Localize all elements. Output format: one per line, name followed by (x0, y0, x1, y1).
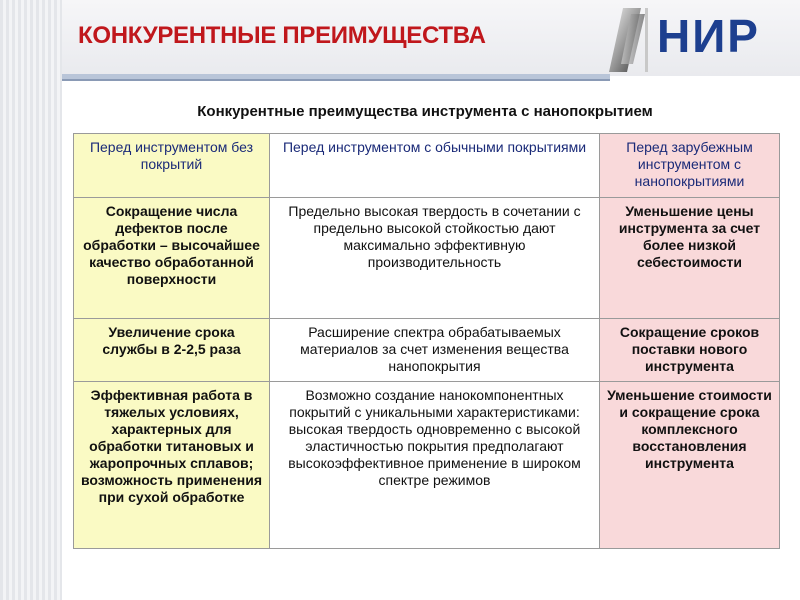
table-cell: Эффективная работа в тяжелых условиях, характерных для обработки титановых и жаропрочных сплавов; возможность применения при сухой обработке (74, 382, 270, 549)
table-row (74, 319, 780, 382)
table-cell: Предельно высокая твердость в сочетании с предельно высокой стойкостью дают максимально эффективную производительность (270, 198, 600, 319)
table-cell: Сокращение числа дефектов после обработки – высочайшее качество обработанной поверхности (74, 198, 270, 319)
table-cell: Возможно создание нанокомпонентных покрытий с уникальными характеристиками: высокая твердость одновременно с высокой эластичностью покрытия предполагают высокоэффективное применение в широком спектре режимов (270, 382, 600, 549)
table-cell: Увеличение срока службы в 2-2,5 раза (74, 319, 270, 382)
table-cell: Сокращение сроков поставки нового инструмента (600, 319, 780, 382)
table-row (74, 198, 780, 319)
header-cell-regular-coating: Перед инструментом с обычными покрытиями (270, 134, 600, 198)
table-cell: Расширение спектра обрабатываемых материалов за счет изменения вещества нанопокрытия (270, 319, 600, 382)
nir-logo (605, 4, 800, 76)
table-title: Конкурентные преимущества инструмента с нанопокрытием (197, 103, 653, 120)
table-row (74, 382, 780, 549)
advantages-table (73, 133, 780, 549)
left-decor-strip (0, 0, 62, 600)
table-cell: Уменьшение стоимости и сокращение срока комплексного восстановления инструмента (600, 382, 780, 549)
header-divider-dark (62, 79, 610, 81)
header-cell-no-coating: Перед инструментом без покрытий (74, 134, 270, 198)
slide-title: КОНКУРЕНТНЫЕ ПРЕИМУЩЕСТВА (78, 22, 486, 49)
header-cell-foreign-nanocoating: Перед зарубежным инструментом с нанопокрытиями (600, 134, 780, 198)
logo-text: НИР (657, 10, 760, 62)
table-header-row (74, 134, 780, 198)
table-cell: Уменьшение цены инструмента за счет более низкой себестоимости (600, 198, 780, 319)
